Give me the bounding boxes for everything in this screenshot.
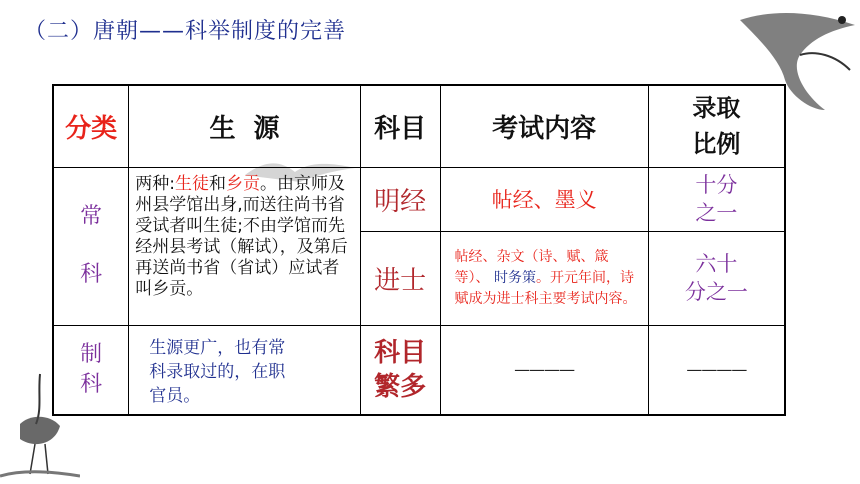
category-changke-line2: 科: [80, 262, 103, 287]
category-changke-line1: 常: [80, 204, 103, 229]
table-row: [53, 167, 785, 231]
header-ratio-line1: 录取: [692, 94, 741, 123]
content-zhike: ————: [440, 325, 648, 415]
ratio-mingjing: [648, 167, 785, 231]
content-jinshi-shiwuce: 时务策: [489, 269, 536, 286]
header-subject: 科目: [360, 85, 440, 167]
source-zhike: 生源更广，也有常科录取过的，在职官员。: [129, 325, 361, 415]
subject-jinshi: 进士: [360, 231, 440, 325]
source-red-shengtu: 生徒: [175, 173, 209, 194]
subject-zhike-line1: 科目: [374, 337, 427, 368]
ratio-mingjing-line1: 十分: [695, 173, 738, 197]
source-red-xianggong: 乡贡: [226, 173, 260, 194]
category-zhike-line1: 制: [80, 341, 103, 367]
content-mingjing: 帖经、墨义: [440, 167, 648, 231]
header-source: 生 源: [129, 85, 361, 167]
ratio-jinshi-line1: 六十: [695, 252, 738, 276]
ratio-jinshi-line2: 分之一: [684, 280, 748, 304]
content-jinshi: [440, 231, 648, 325]
category-zhike-line2: 科: [80, 371, 103, 397]
category-zhike: [53, 325, 129, 415]
header-category: 分类: [53, 85, 129, 167]
table-row: [53, 325, 785, 415]
subject-zhike-line2: 繁多: [374, 371, 427, 402]
header-ratio-line2: 比例: [692, 130, 741, 159]
subject-mingjing: 明经: [360, 167, 440, 231]
source-mid: 和: [209, 173, 226, 194]
header-content: 考试内容: [440, 85, 648, 167]
category-changke: [53, 167, 129, 325]
content-jinshi-part2: 。开元年间，诗赋成为进士科主要考试内容。: [454, 269, 637, 307]
page-title: （二）唐朝——科举制度的完善: [24, 19, 347, 44]
header-row: [53, 85, 785, 167]
content-jinshi-part1: 帖经、杂文（诗、赋、箴等）、: [454, 248, 609, 286]
source-prefix: 两种:: [135, 173, 175, 194]
ratio-mingjing-line2: 之一: [695, 201, 738, 225]
subject-zhike: [360, 325, 440, 415]
ratio-jinshi: [648, 231, 785, 325]
source-rest: 。由京师及州县学馆出身,而送往尚书省受试者叫生徒;不由学馆而先经州县考试（解试），及第后再送尚书省（省试）应试者叫乡贡。: [135, 173, 348, 299]
imperial-exam-table: [52, 84, 786, 416]
header-ratio: [648, 85, 785, 167]
source-changke: [129, 167, 361, 325]
ratio-zhike: ————: [648, 325, 785, 415]
